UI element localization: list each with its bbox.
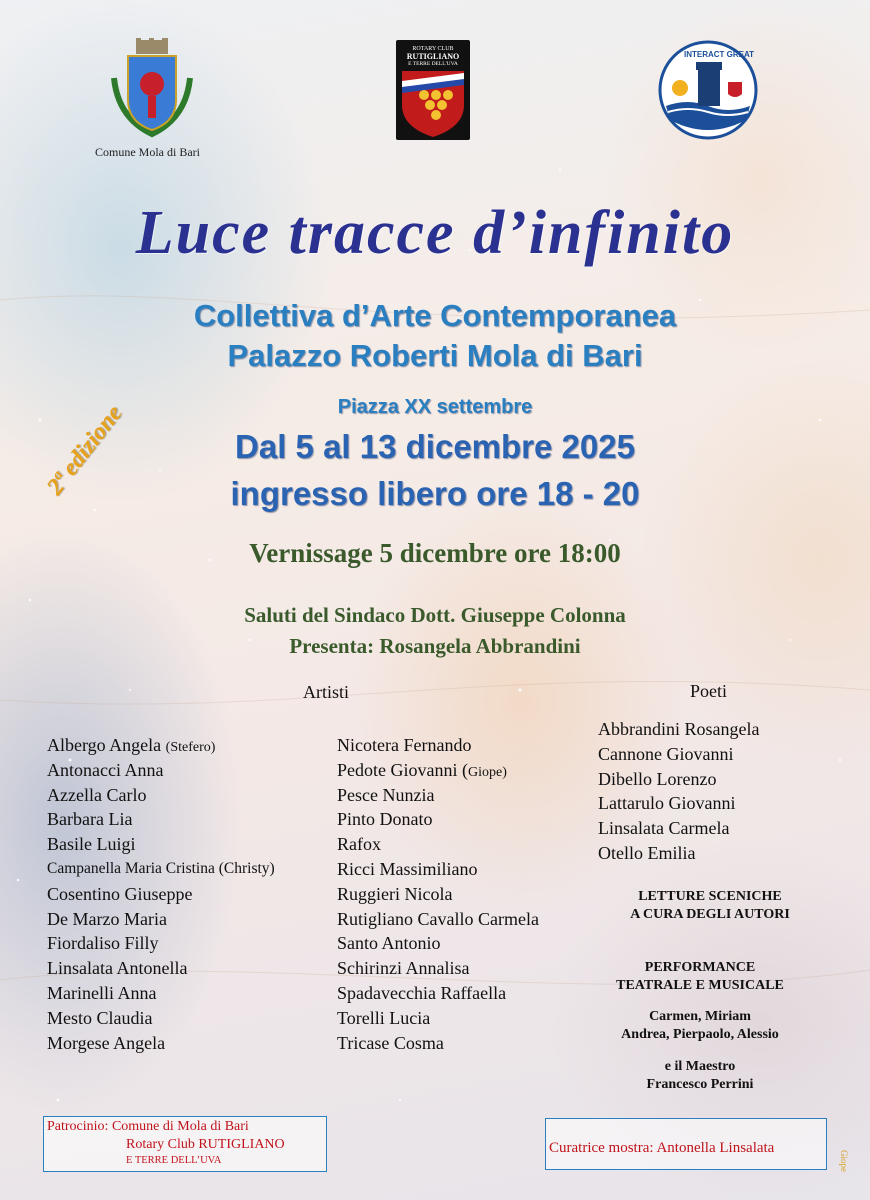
person-name: Abbrandini Rosangela (598, 719, 760, 739)
list-item (337, 1031, 539, 1056)
person-name: Linsalata Carmela (598, 818, 730, 839)
patronage-line-3: E TERRE DELL’UVA (126, 1155, 222, 1166)
maestro-note (580, 1058, 820, 1094)
greetings: Saluti del Sindaco Dott. Giuseppe Colonna (244, 603, 626, 627)
person-name: Fiordaliso Filly (47, 933, 159, 954)
list-item (47, 832, 275, 857)
curator-text: Curatrice mostra: Antonella Linsalata (549, 1140, 775, 1156)
list-item (337, 807, 539, 832)
performance-line-1: PERFORMANCE (644, 960, 756, 975)
person-name: Marinelli Anna (47, 982, 157, 1003)
person-name: Cosentino Giuseppe (47, 883, 193, 904)
artists-list-2 (337, 733, 539, 1055)
person-name: Torelli Lucia (337, 1007, 431, 1028)
list-item (337, 1006, 539, 1031)
list-item (598, 767, 759, 792)
person-name: Mesto Claudia (47, 1007, 153, 1028)
list-item (47, 907, 275, 932)
list-item (337, 758, 539, 783)
person-name: Schirinzi Annalisa (337, 958, 470, 979)
artist-signature: Giope (839, 1150, 849, 1172)
presenter: Presenta: Rosangela Abbrandini (289, 634, 581, 658)
patronage-line-2: Rotary Club RUTIGLIANO (126, 1137, 285, 1152)
list-item (47, 1031, 275, 1056)
list-item (337, 832, 539, 857)
rotary-logo (396, 40, 470, 140)
person-name: Ruggieri Nicola (337, 883, 453, 904)
list-item (47, 857, 275, 882)
person-name: Rutigliano Cavallo Carmela (337, 908, 539, 929)
list-item (47, 733, 275, 758)
list-item (337, 931, 539, 956)
list-item (47, 1006, 275, 1031)
rotary-sub-text: E TERRE DELL'UVA (408, 61, 458, 67)
poets-heading: Poeti (690, 681, 728, 701)
list-item (337, 882, 539, 907)
rotary-shield-icon (396, 67, 470, 139)
list-item (47, 956, 275, 981)
list-item (47, 931, 275, 956)
performers-note (580, 1008, 820, 1044)
subtitle-venue: Palazzo Roberti Mola di Bari (227, 338, 643, 373)
curator-box (545, 1118, 827, 1170)
comune-logo (104, 38, 200, 138)
list-item (47, 783, 275, 808)
patronage-box (43, 1116, 327, 1172)
person-name: Santo Antonio (337, 933, 441, 954)
person-name: Antonacci Anna (47, 759, 164, 780)
list-item (598, 717, 759, 742)
person-name: Pinto Donato (337, 809, 433, 830)
entry-info: ingresso libero ore 18 - 20 (230, 475, 640, 512)
person-name: Morgese Angela (47, 1032, 166, 1053)
vernissage: Vernissage 5 dicembre ore 18:00 (249, 538, 621, 568)
list-item (337, 733, 539, 758)
performers-line-2: Andrea, Pierpaolo, Alessio (621, 1027, 779, 1042)
person-name: Otello Emilia (598, 842, 696, 863)
performers-line-1: Carmen, Miriam (649, 1009, 751, 1024)
readings-note (590, 888, 830, 924)
list-item (598, 742, 759, 767)
list-item (337, 956, 539, 981)
nickname-note: Giope) (467, 764, 507, 780)
person-name: Basile Luigi (47, 834, 136, 855)
list-item (337, 907, 539, 932)
person-name: Rafox (337, 834, 381, 855)
person-name: Cannone Giovanni (598, 743, 734, 764)
list-item (598, 816, 759, 841)
subtitle-exhibition: Collettiva d’Arte Contemporanea (193, 298, 677, 333)
artists-heading: Artisti (303, 682, 350, 702)
list-item (337, 857, 539, 882)
maestro-line-2: Francesco Perrini (646, 1077, 754, 1092)
edition-label: 2ª edizione (42, 400, 128, 501)
rotary-name-text: RUTIGLIANO (406, 52, 460, 61)
performance-note (580, 959, 820, 995)
list-item (598, 841, 759, 866)
list-item (47, 807, 275, 832)
person-name: Linsalata Antonella (47, 958, 188, 979)
readings-line-1: LETTURE SCENICHE (638, 889, 782, 904)
person-name: Pesce Nunzia (337, 784, 435, 805)
list-item (337, 981, 539, 1006)
patronage-label: Patrocinio: (47, 1119, 109, 1134)
person-name: Spadavecchia Raffaella (337, 982, 507, 1003)
person-name: Azzella Carlo (47, 784, 147, 805)
person-name: Nicotera Fernando (337, 735, 472, 755)
maestro-line-1: e il Maestro (664, 1059, 736, 1074)
person-name: Albergo Angela (47, 735, 166, 755)
list-item (47, 981, 275, 1006)
patronage-line-1: Comune di Mola di Bari (111, 1119, 249, 1134)
interact-text: INTERACT GREAT (684, 50, 755, 59)
person-name: Barbara Lia (47, 809, 133, 830)
event-dates: Dal 5 al 13 dicembre 2025 (235, 428, 635, 465)
person-name: De Marzo Maria (47, 908, 167, 929)
venue-square: Piazza XX settembre (337, 396, 533, 418)
coat-of-arms-icon (104, 38, 200, 138)
person-name: Campanella Maria Cristina (Christy) (47, 859, 275, 877)
readings-line-2: A CURA DEGLI AUTORI (630, 907, 790, 922)
list-item (598, 791, 759, 816)
list-item (337, 783, 539, 808)
person-name: Pedote Giovanni ( (337, 759, 468, 780)
person-name: Lattarulo Giovanni (598, 793, 736, 814)
rotary-top-text: ROTARY CLUB (412, 46, 454, 52)
list-item (47, 758, 275, 783)
event-title: Luce tracce d’infinito (135, 199, 735, 267)
poets-list (598, 717, 759, 866)
person-name: Dibello Lorenzo (598, 768, 717, 789)
person-name: Tricase Cosma (337, 1032, 444, 1053)
person-name: Ricci Massimiliano (337, 858, 478, 879)
nickname-note: (Stefero) (165, 740, 216, 755)
interact-logo (658, 40, 758, 140)
performance-line-2: TEATRALE E MUSICALE (616, 978, 784, 993)
list-item (47, 882, 275, 907)
artists-list-1 (47, 733, 275, 1055)
comune-label: Comune Mola di Bari (95, 145, 200, 159)
